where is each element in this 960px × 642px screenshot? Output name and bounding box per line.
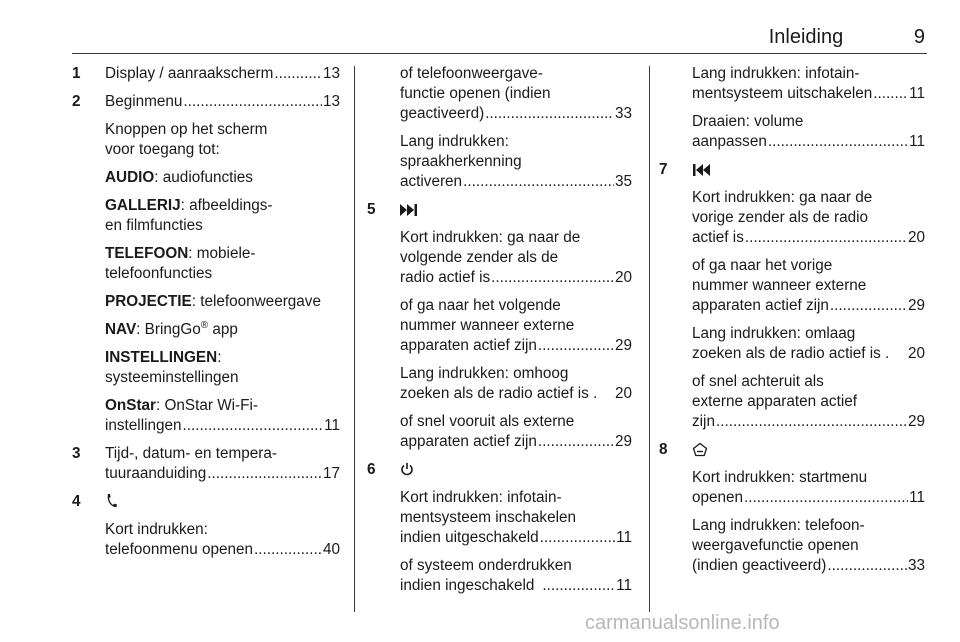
previous-track-icon [692,160,925,180]
toc-line: zijn ..... 29 [692,412,925,432]
gallerij-item: GALLERIJ: afbeeldings- en filmfuncties [105,197,273,234]
entry-8: 8 Kort indrukken: startmenu openen ..... 11 Lang indrukken: telefoon- weergavefunctie openen (indien geactiveerd) ..... 33 [659,440,925,576]
page-ref[interactable]: 20 [907,229,925,246]
entry-1 [72,64,340,84]
phone-icon [105,492,340,512]
column-1 [72,64,340,568]
page-ref[interactable]: 20 [614,269,632,286]
entry-6-continued: Lang indrukken: infotain- mentsysteem uitschakelen ..... 11 Draaien: volume aanpassen ..... 11 [659,64,925,152]
column-3 [659,64,925,584]
watermark: carmanualsonline.info [585,612,780,634]
onstar-item: OnStar: OnStar Wi-Fi- instellingen ..... 11 [105,396,340,436]
toc-line: instellingen ..... 11 [105,416,340,436]
page-ref[interactable]: 11 [909,133,925,150]
text-line: Knoppen op het scherm [105,121,268,138]
page-ref[interactable]: 13 [322,93,340,110]
page-ref[interactable]: 29 [614,433,632,450]
page-ref[interactable]: 33 [907,557,925,574]
audio-item: AUDIO: audiofuncties [105,169,253,186]
entry-number: 6 [367,461,376,478]
page-ref[interactable]: 11 [324,417,340,434]
header-divider [72,53,927,54]
page-ref[interactable]: 11 [616,577,632,594]
toc-line: activeren ..... 35 [400,172,632,192]
page-ref[interactable]: 11 [909,489,925,506]
page-ref[interactable]: 29 [907,413,925,430]
toc-line: indien uitgeschakeld ..... 11 [400,528,632,548]
entry-number: 7 [659,161,668,178]
column-divider-1 [354,66,355,612]
toc-line: actief is ..... 20 [692,228,925,248]
entry-number: 2 [72,93,81,110]
page-ref[interactable]: 35 [614,173,632,190]
entry-number: 4 [72,493,81,510]
toc-line: apparaten actief zijn ..... 29 [400,336,632,356]
toc-line: zoeken als de radio actief is . 20 [692,345,925,362]
toc-line: indien ingeschakeld ..... 11 [400,576,632,596]
page-ref[interactable]: 33 [614,105,632,122]
entry-7: 7 Kort indrukken: ga naar de vorige zender als de radio actief is ..... 20 of ga naar het vorige nummer wanneer externe apparaten actief zijn ..... 29 Lang indrukken: omlaag zoeken als de radio actief is . 20 of snel achteruit als externe apparaten actief zijn ..... 29 [659,160,925,432]
page-ref[interactable]: 13 [322,65,340,82]
instellingen-item: INSTELLINGEN: systeeminstellingen [105,349,239,386]
page-ref[interactable]: 17 [322,465,340,482]
entry-number: 8 [659,441,668,458]
page-ref[interactable]: 11 [909,85,925,102]
home-icon [692,440,925,460]
toc-line: geactiveerd) ..... 33 [400,104,632,124]
entry-4-continued: of telefoonweergave- functie openen (indien geactiveerd) ..... 33 Lang indrukken: spraakherkenning activeren ..... 35 [367,64,632,192]
toc-line: Display / aanraakscherm ..... 13 [105,64,340,84]
power-icon [400,460,632,480]
column-divider-2 [649,66,650,612]
next-track-icon [400,200,632,220]
toc-line: radio actief is ..... 20 [400,268,632,288]
entry-number: 5 [367,201,376,218]
telefoon-item: TELEFOON: mobiele- telefoonfuncties [105,245,256,282]
entry-3: 3 Tijd-, datum- en tempera- tuuraanduiding ..... 17 [72,444,340,484]
toc-line: mentsysteem uitschakelen ..... 11 [692,84,925,104]
toc-line: (indien geactiveerd) ..... 33 [692,556,925,576]
entry-5: 5 Kort indrukken: ga naar de volgende zender als de radio actief is ..... 20 of ga naar het volgende nummer wanneer externe apparaten actief zijn ..... 29 Lang indrukken: omhoog zoeken als de radio actief is . 20 of snel vooruit als externe apparaten actief zijn ..... 29 [367,200,632,452]
page-ref[interactable]: 40 [322,541,340,558]
column-2 [367,64,632,604]
entry-number: 1 [72,65,81,82]
page-title: Inleiding [768,26,844,48]
page-ref[interactable]: 11 [616,529,632,546]
page-ref[interactable]: 29 [907,297,925,314]
toc-line: telefoonmenu openen ..... 40 [105,540,340,560]
toc-line: zoeken als de radio actief is . 20 [400,385,632,402]
text-line: voor toegang tot: [105,141,220,158]
toc-line: openen ..... 11 [692,488,925,508]
toc-line: tuuraanduiding ..... 17 [105,464,340,484]
page-number: 9 [913,26,925,48]
page-ref[interactable]: 29 [614,337,632,354]
projectie-item: PROJECTIE: telefoonweergave [105,293,321,310]
entry-number: 3 [72,445,81,462]
page-ref[interactable]: 20 [614,385,632,402]
page-ref[interactable]: 20 [907,345,925,362]
entry-6: 6 Kort indrukken: infotain- mentsysteem inschakelen indien uitgeschakeld ..... 11 of systeem onderdrukken indien ingeschakeld ..... 11 [367,460,632,596]
entry-2 [72,92,340,436]
entry-4: 4 Kort indrukken: telefoonmenu openen ..... 40 [72,492,340,560]
toc-line: apparaten actief zijn ..... 29 [692,296,925,316]
nav-item: NAV: BringGo® app [105,319,238,338]
toc-line: aanpassen ..... 11 [692,132,925,152]
toc-line: Beginmenu ..... 13 [105,92,340,112]
toc-line: apparaten actief zijn ..... 29 [400,432,632,452]
